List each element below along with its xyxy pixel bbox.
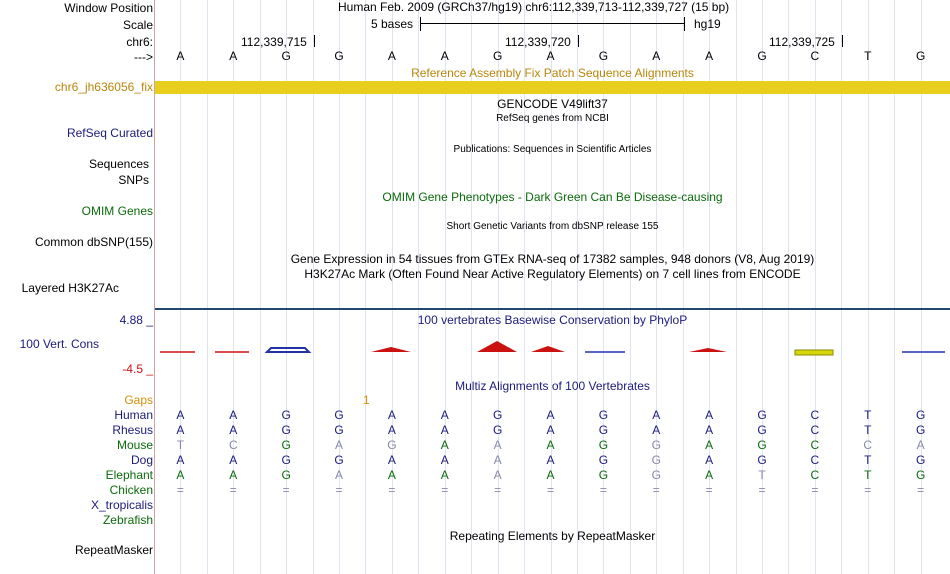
aligned-base: = <box>758 483 766 497</box>
label-repeatmasker[interactable]: RepeatMasker <box>74 543 153 557</box>
label-snps[interactable]: SNPs <box>118 173 149 187</box>
coord-label: 112,339,725 <box>769 35 835 49</box>
aligned-base: G <box>387 438 397 452</box>
aligned-base: = <box>441 483 449 497</box>
publications-track-title: Publications: Sequences in Scientific Articles <box>453 144 652 155</box>
species-label[interactable]: Rhesus <box>112 423 153 437</box>
species-label[interactable]: Dog <box>130 453 153 467</box>
aligned-base: G <box>598 468 609 482</box>
scale-text: 5 bases <box>371 17 414 31</box>
aligned-base: G <box>281 468 291 482</box>
label-strand-arrow[interactable]: ---> <box>134 50 153 64</box>
label-fix-patch[interactable]: chr6_jh636056_fix <box>54 80 153 94</box>
reference-base: A <box>705 49 714 63</box>
refseq-track-title: RefSeq genes from NCBI <box>496 113 609 124</box>
aligned-base: G <box>598 453 609 467</box>
multiz-track-title: Multiz Alignments of 100 Vertebrates <box>455 379 650 393</box>
coord-tick <box>842 35 843 47</box>
label-100-vert-cons[interactable]: 100 Vert. Cons <box>19 337 99 351</box>
aligned-base: = <box>811 483 819 497</box>
label-cons-min: -4.5 _ <box>122 362 153 376</box>
aligned-base: A <box>387 408 396 422</box>
label-window-position: Window Position <box>64 1 153 15</box>
aligned-base: A <box>440 468 449 482</box>
aligned-base: = <box>388 483 396 497</box>
aligned-base: A <box>705 438 714 452</box>
aligned-base: G <box>281 423 291 437</box>
aligned-base: G <box>915 453 926 467</box>
aligned-base: A <box>546 438 555 452</box>
reference-base: G <box>281 49 291 63</box>
species-label[interactable]: Elephant <box>105 468 153 482</box>
aligned-base: G <box>334 453 344 467</box>
aligned-base: C <box>810 423 820 437</box>
aligned-base: A <box>335 438 344 452</box>
aligned-base: G <box>915 468 926 482</box>
aligned-base: G <box>757 453 767 467</box>
aligned-base: = <box>229 483 237 497</box>
gencode-track-title: GENCODE V49lift37 <box>497 97 608 111</box>
aligned-base: A <box>335 468 344 482</box>
aligned-base: A <box>387 453 396 467</box>
aligned-base: = <box>705 483 713 497</box>
aligned-base: = <box>547 483 555 497</box>
species-label[interactable]: X_tropicalis <box>90 498 153 512</box>
aligned-base: G <box>651 453 661 467</box>
aligned-base: G <box>757 438 767 452</box>
aligned-base: A <box>176 468 185 482</box>
aligned-base: A <box>705 408 714 422</box>
species-label[interactable]: Chicken <box>109 483 153 497</box>
aligned-base: C <box>228 438 238 452</box>
aligned-base: A <box>176 453 185 467</box>
reference-base: A <box>440 49 449 63</box>
fix-patch-track-title: Reference Assembly Fix Patch Sequence Alignments <box>411 66 694 80</box>
aligned-base: A <box>493 438 502 452</box>
aligned-base: A <box>652 423 661 437</box>
aligned-base: T <box>864 423 872 437</box>
aligned-base: G <box>915 423 926 437</box>
scale-bar-left-cap <box>420 17 421 31</box>
reference-base: A <box>652 49 661 63</box>
aligned-base: A <box>705 423 714 437</box>
label-omim-genes[interactable]: OMIM Genes <box>81 204 153 218</box>
aligned-base: C <box>810 468 820 482</box>
aligned-base: G <box>915 408 926 422</box>
aligned-base: A <box>493 453 502 467</box>
label-cons-max: 4.88 _ <box>119 313 153 327</box>
label-refseq-curated[interactable]: RefSeq Curated <box>66 126 153 140</box>
aligned-base: T <box>864 468 872 482</box>
fix-patch-alignment-bar[interactable] <box>155 81 950 94</box>
label-scale: Scale <box>122 18 153 32</box>
assembly-name: hg19 <box>694 17 721 31</box>
aligned-base: T <box>864 453 872 467</box>
coord-tick <box>578 35 579 47</box>
aligned-base: A <box>387 423 396 437</box>
reference-base: A <box>387 49 396 63</box>
aligned-base: G <box>651 438 661 452</box>
aligned-base: A <box>705 468 714 482</box>
aligned-base: A <box>176 423 185 437</box>
reference-base: G <box>598 49 609 63</box>
aligned-base: A <box>229 453 238 467</box>
aligned-base: A <box>440 438 449 452</box>
scale-bar-right-cap <box>684 17 685 31</box>
aligned-base: A <box>546 468 555 482</box>
reference-base: C <box>810 49 820 63</box>
aligned-base: C <box>810 453 820 467</box>
aligned-base: A <box>229 423 238 437</box>
aligned-base: A <box>387 468 396 482</box>
reference-base: T <box>864 49 872 63</box>
aligned-base: A <box>176 408 185 422</box>
omim-track-title: OMIM Gene Phenotypes - Dark Green Can Be Disease-causing <box>382 190 723 204</box>
aligned-base: G <box>598 423 609 437</box>
reference-base: A <box>176 49 185 63</box>
h3k27ac-signal-baseline <box>155 308 950 310</box>
aligned-base: A <box>546 423 555 437</box>
reference-base: G <box>757 49 767 63</box>
aligned-base: A <box>440 408 449 422</box>
aligned-base: G <box>334 423 344 437</box>
aligned-base: G <box>281 438 291 452</box>
label-common-dbsnp[interactable]: Common dbSNP(155) <box>34 235 153 249</box>
aligned-base: = <box>494 483 502 497</box>
gap-count: 1 <box>363 393 370 407</box>
aligned-base: A <box>546 453 555 467</box>
aligned-base: = <box>652 483 660 497</box>
aligned-base: A <box>493 468 502 482</box>
species-label[interactable]: Human <box>114 408 153 422</box>
aligned-base: G <box>492 408 503 422</box>
phylop-track-title: 100 vertebrates Basewise Conservation by PhyloP <box>417 313 688 327</box>
aligned-base: G <box>598 408 609 422</box>
coord-label: 112,339,720 <box>505 35 571 49</box>
aligned-base: G <box>757 408 767 422</box>
aligned-base: = <box>864 483 872 497</box>
label-layered-h3k27ac[interactable]: Layered H3K27Ac <box>21 281 119 295</box>
gtex-track-title: Gene Expression in 54 tissues from GTEx RNA-seq of 17382 samples, 948 donors (V8, Aug 2019) <box>290 252 815 266</box>
reference-base: G <box>492 49 503 63</box>
reference-base: G <box>334 49 344 63</box>
aligned-base: G <box>492 423 503 437</box>
aligned-base: C <box>810 438 820 452</box>
coord-tick <box>314 35 315 47</box>
aligned-base: G <box>334 408 344 422</box>
reference-base: A <box>546 49 555 63</box>
position-title: Human Feb. 2009 (GRCh37/hg19) chr6:112,339,713-112,339,727 (15 bp) <box>338 0 730 14</box>
aligned-base: G <box>757 423 767 437</box>
aligned-base: C <box>810 408 820 422</box>
label-chrom: chr6: <box>126 35 153 49</box>
aligned-base: A <box>652 408 661 422</box>
aligned-base: A <box>440 453 449 467</box>
dbsnp-track-title: Short Genetic Variants from dbSNP release 155 <box>446 221 659 232</box>
reference-base: A <box>229 49 238 63</box>
aligned-base: A <box>440 423 449 437</box>
reference-base: G <box>915 49 926 63</box>
repeatmasker-track-title: Repeating Elements by RepeatMasker <box>449 529 656 543</box>
scale-bar <box>420 23 685 24</box>
aligned-base: A <box>546 408 555 422</box>
aligned-base: T <box>176 438 185 452</box>
aligned-base: G <box>281 408 291 422</box>
label-gaps[interactable]: Gaps <box>124 393 153 407</box>
aligned-base: C <box>863 438 873 452</box>
label-sequences[interactable]: Sequences <box>88 157 149 171</box>
aligned-base: G <box>281 453 291 467</box>
species-label[interactable]: Zebrafish <box>102 513 153 527</box>
h3k27ac-track-title: H3K27Ac Mark (Often Found Near Active Regulatory Elements) on 7 cell lines from ENCODE <box>304 267 801 281</box>
aligned-base: A <box>916 438 925 452</box>
aligned-base: A <box>229 468 238 482</box>
aligned-base: = <box>917 483 925 497</box>
phylop-conservation-plot[interactable] <box>155 336 950 360</box>
aligned-base: = <box>176 483 184 497</box>
aligned-base: T <box>758 468 766 482</box>
aligned-base: G <box>651 468 661 482</box>
aligned-base: = <box>599 483 607 497</box>
aligned-base: A <box>705 453 714 467</box>
aligned-base: T <box>864 408 872 422</box>
aligned-base: = <box>282 483 290 497</box>
aligned-base: G <box>598 438 609 452</box>
aligned-base: = <box>335 483 343 497</box>
species-label[interactable]: Mouse <box>116 438 153 452</box>
aligned-base: A <box>229 408 238 422</box>
coord-label: 112,339,715 <box>241 35 307 49</box>
